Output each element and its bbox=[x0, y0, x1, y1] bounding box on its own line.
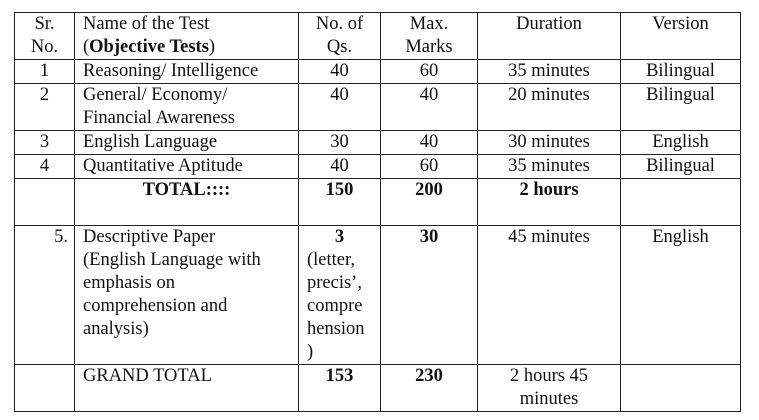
sr-cell: 3 bbox=[15, 131, 75, 155]
version-cell bbox=[621, 179, 741, 226]
header-qs-line1: No. of bbox=[315, 14, 364, 34]
version-cell: Bilingual bbox=[621, 60, 741, 84]
sr-cell: 2 bbox=[15, 84, 75, 131]
qs-cell: 40 bbox=[299, 155, 381, 179]
duration-cell: 20 minutes bbox=[478, 84, 621, 131]
qs-note-line: hension bbox=[307, 319, 365, 339]
sr-cell bbox=[15, 179, 75, 226]
header-name-bold: Objective Tests bbox=[89, 37, 209, 57]
descriptive-row bbox=[15, 226, 741, 365]
name-cell: Descriptive Paper (English Language with emphasis on comprehension and analysis) bbox=[75, 226, 299, 365]
qs-note-line: compre bbox=[307, 296, 363, 316]
qs-note-line: precis’, bbox=[307, 273, 362, 293]
table-row bbox=[15, 60, 741, 84]
sr-cell: 5. bbox=[15, 226, 75, 365]
qs-cell bbox=[299, 226, 381, 365]
total-marks-text: 200 bbox=[415, 180, 443, 200]
paren-close: ) bbox=[208, 37, 216, 57]
header-qs bbox=[299, 13, 381, 60]
grand-total-qs-text: 153 bbox=[325, 366, 354, 386]
marks-cell: 60 bbox=[381, 60, 478, 84]
grand-total-duration: 2 hours 45 minutes bbox=[478, 365, 621, 412]
header-version: Version bbox=[621, 13, 741, 60]
qs-note-line: (letter, bbox=[307, 250, 356, 270]
total-label-text: TOTAL:::: bbox=[142, 180, 231, 200]
header-marks-line2: Marks bbox=[405, 37, 453, 57]
name-cell: English Language bbox=[75, 131, 299, 155]
table-row bbox=[15, 84, 741, 131]
header-sr bbox=[15, 13, 75, 60]
total-label bbox=[75, 179, 299, 226]
header-name bbox=[75, 13, 299, 60]
version-cell: English bbox=[621, 131, 741, 155]
grand-total-row bbox=[15, 365, 741, 412]
header-qs-line2: Qs. bbox=[326, 37, 353, 57]
qs-note-line: ) bbox=[307, 342, 314, 362]
grand-total-label: GRAND TOTAL bbox=[75, 365, 299, 412]
header-sr-line2: No. bbox=[30, 37, 59, 57]
header-marks-line1: Max. bbox=[409, 14, 449, 34]
table-row bbox=[15, 131, 741, 155]
qs-cell: 40 bbox=[299, 60, 381, 84]
paren-open: ( bbox=[83, 37, 90, 57]
qs-cell: 30 bbox=[299, 131, 381, 155]
duration-cell: 35 minutes bbox=[478, 60, 621, 84]
marks-cell: 60 bbox=[381, 155, 478, 179]
marks-cell: 40 bbox=[381, 84, 478, 131]
version-cell: English bbox=[621, 226, 741, 365]
duration-cell: 35 minutes bbox=[478, 155, 621, 179]
exam-pattern-table bbox=[14, 12, 741, 412]
version-cell bbox=[621, 365, 741, 412]
total-qs bbox=[299, 179, 381, 226]
grand-total-qs bbox=[299, 365, 381, 412]
grand-total-marks-text: 230 bbox=[415, 366, 443, 386]
marks-cell: 40 bbox=[381, 131, 478, 155]
name-cell: Reasoning/ Intelligence bbox=[75, 60, 299, 84]
sr-cell: 4 bbox=[15, 155, 75, 179]
name-cell: Quantitative Aptitude bbox=[75, 155, 299, 179]
name-cell: General/ Economy/ Financial Awareness bbox=[75, 84, 299, 131]
total-marks bbox=[381, 179, 478, 226]
header-name-line1: Name of the Test bbox=[83, 14, 210, 34]
version-cell: Bilingual bbox=[621, 84, 741, 131]
total-duration bbox=[478, 179, 621, 226]
header-row bbox=[15, 13, 741, 60]
sr-cell bbox=[15, 365, 75, 412]
descriptive-qs: 3 bbox=[334, 227, 345, 247]
total-row bbox=[15, 179, 741, 226]
qs-cell: 40 bbox=[299, 84, 381, 131]
header-marks bbox=[381, 13, 478, 60]
duration-cell: 30 minutes bbox=[478, 131, 621, 155]
table-row bbox=[15, 155, 741, 179]
duration-cell: 45 minutes bbox=[478, 226, 621, 365]
header-duration: Duration bbox=[478, 13, 621, 60]
total-duration-text: 2 hours bbox=[519, 180, 579, 200]
header-sr-line1: Sr. bbox=[34, 14, 55, 34]
descriptive-marks: 30 bbox=[419, 227, 439, 247]
total-qs-text: 150 bbox=[325, 180, 354, 200]
sr-cell: 1 bbox=[15, 60, 75, 84]
version-cell: Bilingual bbox=[621, 155, 741, 179]
grand-total-marks bbox=[381, 365, 478, 412]
marks-cell bbox=[381, 226, 478, 365]
